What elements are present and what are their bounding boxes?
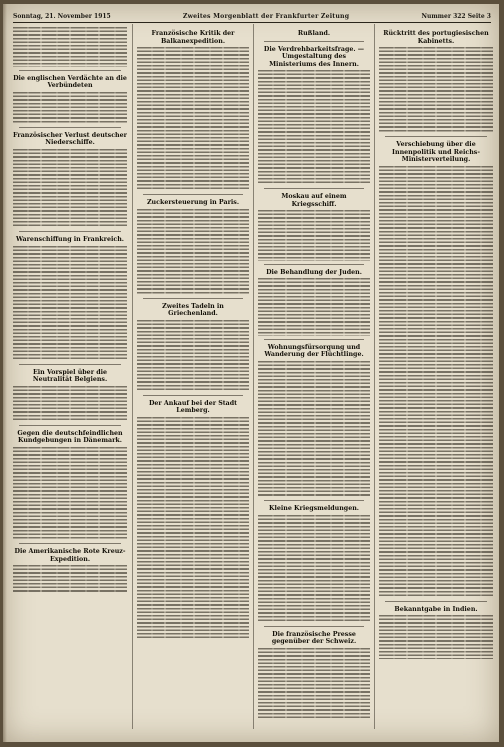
article-body-text bbox=[137, 417, 249, 640]
article-block bbox=[258, 505, 370, 623]
article-block bbox=[258, 46, 370, 186]
article-headline: Die französische Presse gegenüber der Schweiz. bbox=[271, 630, 357, 646]
article-separator bbox=[264, 500, 364, 501]
article-block bbox=[379, 141, 493, 598]
article-headline: Bekanntgabe in Indien. bbox=[394, 605, 478, 613]
article-body-text bbox=[13, 92, 127, 124]
article-body-text bbox=[13, 149, 127, 228]
column-divider bbox=[132, 24, 133, 729]
article-body-text bbox=[258, 70, 370, 185]
article-separator bbox=[19, 425, 121, 426]
header-page-number: Nummer 322 Seite 3 bbox=[421, 12, 491, 20]
column-4 bbox=[379, 26, 493, 731]
article-body-text bbox=[13, 565, 127, 594]
article-body-text bbox=[137, 47, 249, 191]
article-block bbox=[137, 30, 249, 191]
column-2 bbox=[137, 26, 249, 731]
article-separator bbox=[19, 231, 121, 232]
article-block bbox=[379, 30, 493, 133]
article-block bbox=[13, 369, 127, 422]
article-separator bbox=[264, 339, 364, 340]
article-separator bbox=[143, 298, 243, 299]
article-body-text bbox=[258, 648, 370, 720]
article-headline: Kleine Kriegsmeldungen. bbox=[269, 505, 359, 513]
article-body-text bbox=[13, 386, 127, 422]
article-body-text bbox=[258, 210, 370, 260]
article-headline: Verschiebung über die Innenpolitik und Reichs-Ministerverteilung. bbox=[392, 141, 480, 164]
article-headline: Die Amerikanische Rote Kreuz-Expedition. bbox=[14, 548, 126, 563]
article-body-text bbox=[137, 320, 249, 392]
article-headline: Wohnungsfürsorgung und Wanderung der Flüchtlinge. bbox=[264, 343, 364, 359]
article-headline: Französische Kritik der Balkanexpedition. bbox=[151, 30, 235, 45]
article-body-text bbox=[258, 515, 370, 623]
article-headline: Die englischen Verdächte an die Verbündeten bbox=[13, 74, 127, 90]
article-body-text bbox=[379, 615, 493, 658]
article-separator bbox=[264, 626, 364, 627]
newspaper-page bbox=[3, 4, 499, 742]
article-headline: Rücktritt des portugiesischen Kabinetts. bbox=[383, 30, 489, 45]
article-headline: Rußland. bbox=[297, 30, 331, 37]
header-masthead: Zweites Morgenblatt der Frankfurter Zeitung bbox=[182, 12, 350, 20]
article-block bbox=[258, 269, 370, 336]
article-headline: Gegen die deutschfeindlichen Kundgebungen in Dänemark. bbox=[17, 429, 123, 445]
article-body-text bbox=[379, 47, 493, 133]
article-body-text bbox=[13, 27, 127, 67]
article-block bbox=[13, 430, 127, 541]
article-separator bbox=[264, 41, 364, 42]
article-separator bbox=[143, 395, 243, 396]
article-body-text bbox=[258, 361, 370, 498]
article-headline: Die Behandlung der Juden. bbox=[266, 268, 362, 276]
article-headline: Französischer Verlust deutscher Niederschiffe. bbox=[13, 131, 127, 147]
article-block bbox=[258, 30, 370, 38]
article-block bbox=[13, 548, 127, 594]
header-date: Sonntag, 21. November 1915 bbox=[13, 12, 111, 20]
article-body-text bbox=[379, 166, 493, 598]
article-separator bbox=[19, 543, 121, 544]
article-body-text bbox=[13, 246, 127, 361]
article-body-text bbox=[258, 278, 370, 336]
article-headline: Warenschiffung in Frankreich. bbox=[16, 236, 124, 244]
article-block bbox=[13, 27, 127, 67]
article-block bbox=[13, 75, 127, 124]
article-block bbox=[258, 631, 370, 720]
article-headline: Ein Vorspiel über die Neutralität Belgiens. bbox=[32, 368, 108, 384]
article-separator bbox=[385, 601, 487, 602]
article-separator bbox=[19, 127, 121, 128]
article-headline: Moskau auf einem Kriegsschiff. bbox=[281, 193, 347, 208]
article-headline: Der Ankauf bei der Stadt Lemberg. bbox=[148, 399, 238, 415]
article-body-text bbox=[137, 209, 249, 295]
article-body-text bbox=[13, 447, 127, 541]
article-headline: Die Verdrehbarkeitsfrage. — Umgestaltung des Ministeriums des Innern. bbox=[263, 45, 365, 68]
article-separator bbox=[385, 136, 487, 137]
column-1 bbox=[13, 26, 127, 731]
article-block bbox=[13, 236, 127, 361]
article-separator bbox=[19, 364, 121, 365]
column-divider bbox=[253, 24, 254, 729]
page-edge-shadow bbox=[3, 4, 7, 742]
article-separator bbox=[143, 194, 243, 195]
article-block bbox=[13, 132, 127, 228]
article-block bbox=[258, 193, 370, 260]
article-headline: Zuckersteuerung in Paris. bbox=[146, 199, 240, 206]
article-block bbox=[137, 199, 249, 295]
page-header bbox=[13, 10, 491, 23]
article-block bbox=[379, 606, 493, 659]
article-block bbox=[137, 303, 249, 392]
article-block bbox=[137, 400, 249, 640]
article-separator bbox=[264, 188, 364, 189]
column-divider bbox=[374, 24, 375, 729]
column-3 bbox=[258, 26, 370, 731]
article-block bbox=[258, 344, 370, 498]
article-headline: Zweites Tadeln in Griechenland. bbox=[162, 302, 224, 318]
article-separator bbox=[264, 264, 364, 265]
article-separator bbox=[19, 70, 121, 71]
